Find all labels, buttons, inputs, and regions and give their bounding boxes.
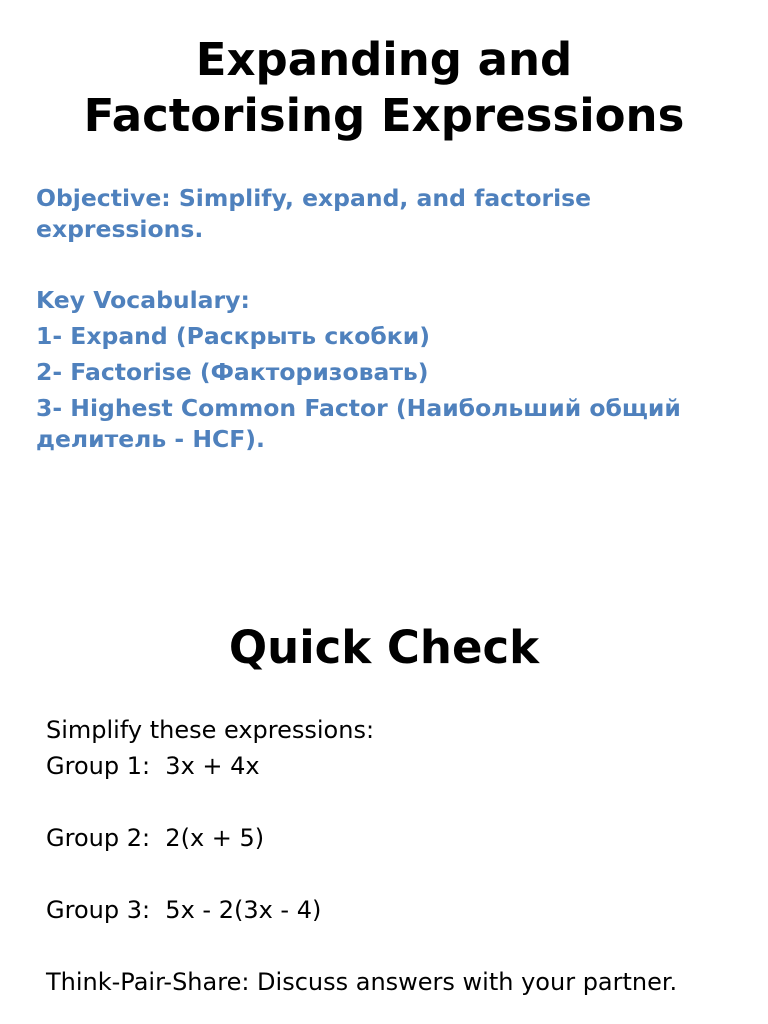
vocab-item-expand: 1- Expand (Раскрыть скобки) bbox=[36, 322, 430, 350]
quick-check-body bbox=[46, 712, 746, 1000]
spacer bbox=[46, 784, 746, 820]
slide-title bbox=[0, 32, 768, 144]
group-2-expression: Group 2: 2(x + 5) bbox=[46, 824, 265, 852]
objective-text: Objective: Simplify, expand, and factorise expressions. bbox=[36, 184, 592, 243]
slide-title: Quick Check bbox=[228, 621, 540, 674]
spacer bbox=[46, 928, 746, 964]
spacer bbox=[46, 856, 746, 892]
vocab-heading: Key Vocabulary: bbox=[36, 286, 250, 314]
slide-quick-check bbox=[0, 512, 768, 1024]
vocab-item-factorise: 2- Factorise (Факторизовать) bbox=[36, 358, 429, 386]
group-1-expression: Group 1: 3x + 4x bbox=[46, 752, 260, 780]
title-line-1: Expanding and bbox=[195, 33, 573, 86]
key-vocabulary bbox=[36, 285, 736, 460]
intro-text: Simplify these expressions: bbox=[46, 716, 375, 744]
group-3-expression: Group 3: 5x - 2(3x - 4) bbox=[46, 896, 322, 924]
think-pair-share-text: Think-Pair-Share: Discuss answers with your partner. bbox=[46, 968, 678, 996]
vocab-item-hcf: 3- Highest Common Factor (Наибольший общий делитель - HCF). bbox=[36, 394, 681, 453]
title-line-2: Factorising Expressions bbox=[83, 89, 685, 142]
